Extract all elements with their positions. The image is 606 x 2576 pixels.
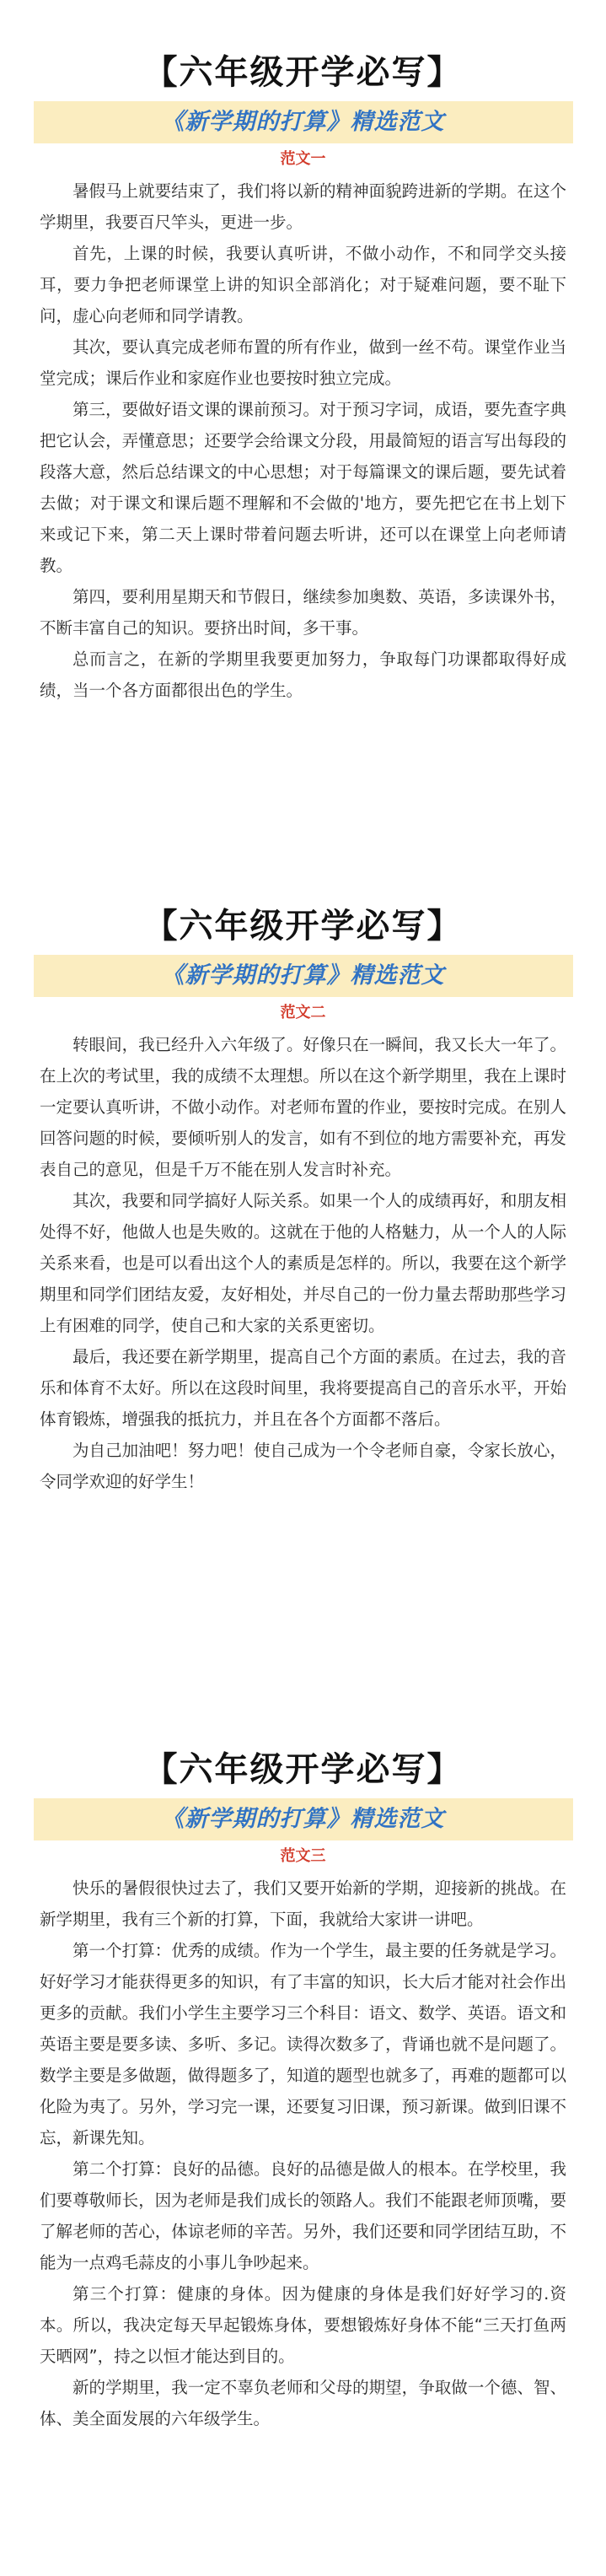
paragraph: 第一个打算：优秀的成绩。作为一个学生，最主要的任务就是学习。好好学习才能获得更多的知识，有了丰富的知识，长大后才能对社会作出更多的贡献。我们小学生主要学习三个科目：语文、数学、英语。语文和英语主要是要多读、多听、多记。读得次数多了，背诵也就不是问题了。数学主要是多做题，做得题多了，知道的题型也就多了，再难的题都可以化险为夷了。另外，学习完一课，还要复习旧课，预习新课。做到旧课不忘，新课先知。 [40, 1941, 566, 2148]
article-2 [0, 903, 606, 1497]
paragraph: 第三个打算：健康的身体。因为健康的身体是我们好好学习的.资本。所以，我决定每天早起锻炼身体，要想锻炼好身体不能“三天打鱼两天晒网”，持之以恒才能达到目的。 [40, 2284, 566, 2366]
paragraph: 其次，我要和同学搞好人际关系。如果一个人的成绩再好，和朋友相处得不好，他做人也是失败的。这就在于他的人格魅力，从一个人的人际关系来看，也是可以看出这个人的素质是怎样的。所以，我要在这个新学期里和同学们团结友爱，友好相处，并尽自己的一份力量去帮助那些学习上有困难的同学，使自己和大家的关系更密切。 [40, 1191, 566, 1335]
article-subtitle: 范文一 [280, 150, 326, 168]
paragraph: 第三，要做好语文课的课前预习。对于预习字词，成语，要先查字典把它认会，弄懂意思；还要学会给课文分段，用最简短的语言写出每段的段落大意，然后总结课文的中心思想；对于每篇课文的课后题，要先试着去做；对于课文和课后题不理解和不会做的'地方，要先把它在书上划下来或记下来，第二天上课时带着问题去听讲，还可以在课堂上向老师请教。 [40, 400, 566, 575]
paragraph: 首先，上课的时候，我要认真听讲，不做小动作，不和同学交头接耳，要力争把老师课堂上讲的知识全部消化；对于疑难问题，要不耻下问，虚心向老师和同学请教。 [40, 244, 566, 326]
article-3 [0, 1746, 606, 2434]
paragraph: 总而言之，在新的学期里我要更加努力，争取每门功课都取得好成绩，当一个各方面都很出色的学生。 [40, 649, 566, 700]
paragraph: 新的学期里，我一定不辜负老师和父母的期望，争取做一个德、智、体、美全面发展的六年级学生。 [40, 2378, 566, 2428]
article-body [40, 1029, 566, 1497]
article-body [40, 1873, 566, 2434]
article-heading: 【六年级开学必写】 [143, 1749, 463, 1789]
article-subtitle: 范文二 [280, 1004, 326, 1021]
paragraph: 暑假马上就要结束了，我们将以新的精神面貌跨进新的学期。在这个学期里，我要百尺竿头，更进一步。 [40, 181, 566, 232]
paragraph: 其次，要认真完成老师布置的所有作业，做到一丝不苟。课堂作业当堂完成；课后作业和家庭作业也要按时独立完成。 [40, 337, 566, 388]
paragraph: 快乐的暑假很快过去了，我们又要开始新的学期，迎接新的挑战。在新学期里，我有三个新的打算，下面，我就给大家讲一讲吧。 [40, 1878, 566, 1929]
article-banner: 《新学期的打算》精选范文 [34, 1798, 573, 1840]
article-1 [0, 49, 606, 706]
article-banner: 《新学期的打算》精选范文 [34, 955, 573, 997]
article-heading: 【六年级开学必写】 [143, 52, 463, 92]
article-banner: 《新学期的打算》精选范文 [34, 101, 573, 143]
article-subtitle: 范文三 [280, 1847, 326, 1865]
paragraph: 第二个打算：良好的品德。良好的品德是做人的根本。在学校里，我们要尊敬师长，因为老师是我们成长的领路人。我们不能跟老师顶嘴，要了解老师的苦心，体谅老师的辛苦。另外，我们还要和同学团结互助，不能为一点鸡毛蒜皮的小事儿争吵起来。 [40, 2159, 566, 2272]
article-body [40, 175, 566, 706]
paragraph: 第四，要利用星期天和节假日，继续参加奥数、英语，多读课外书，不断丰富自己的知识。要挤出时间，多干事。 [40, 587, 566, 638]
paragraph: 最后，我还要在新学期里，提高自己个方面的素质。在过去，我的音乐和体育不太好。所以在这段时间里，我将要提高自己的音乐水平，开始体育锻炼，增强我的抵抗力，并且在各个方面都不落后。 [40, 1347, 566, 1429]
article-heading: 【六年级开学必写】 [143, 906, 463, 946]
paragraph: 转眼间，我已经升入六年级了。好像只在一瞬间，我又长大一年了。在上次的考试里，我的成绩不太理想。所以在这个新学期里，我在上课时一定要认真听讲，不做小动作。对老师布置的作业，要按时完成。在别人回答问题的时候，要倾听别人的发言，如有不到位的地方需要补充，再发表自己的意见，但是千万不能在别人发言时补充。 [40, 1035, 566, 1179]
paragraph: 为自己加油吧！努力吧！使自己成为一个令老师自豪，令家长放心，令同学欢迎的好学生！ [40, 1441, 566, 1491]
